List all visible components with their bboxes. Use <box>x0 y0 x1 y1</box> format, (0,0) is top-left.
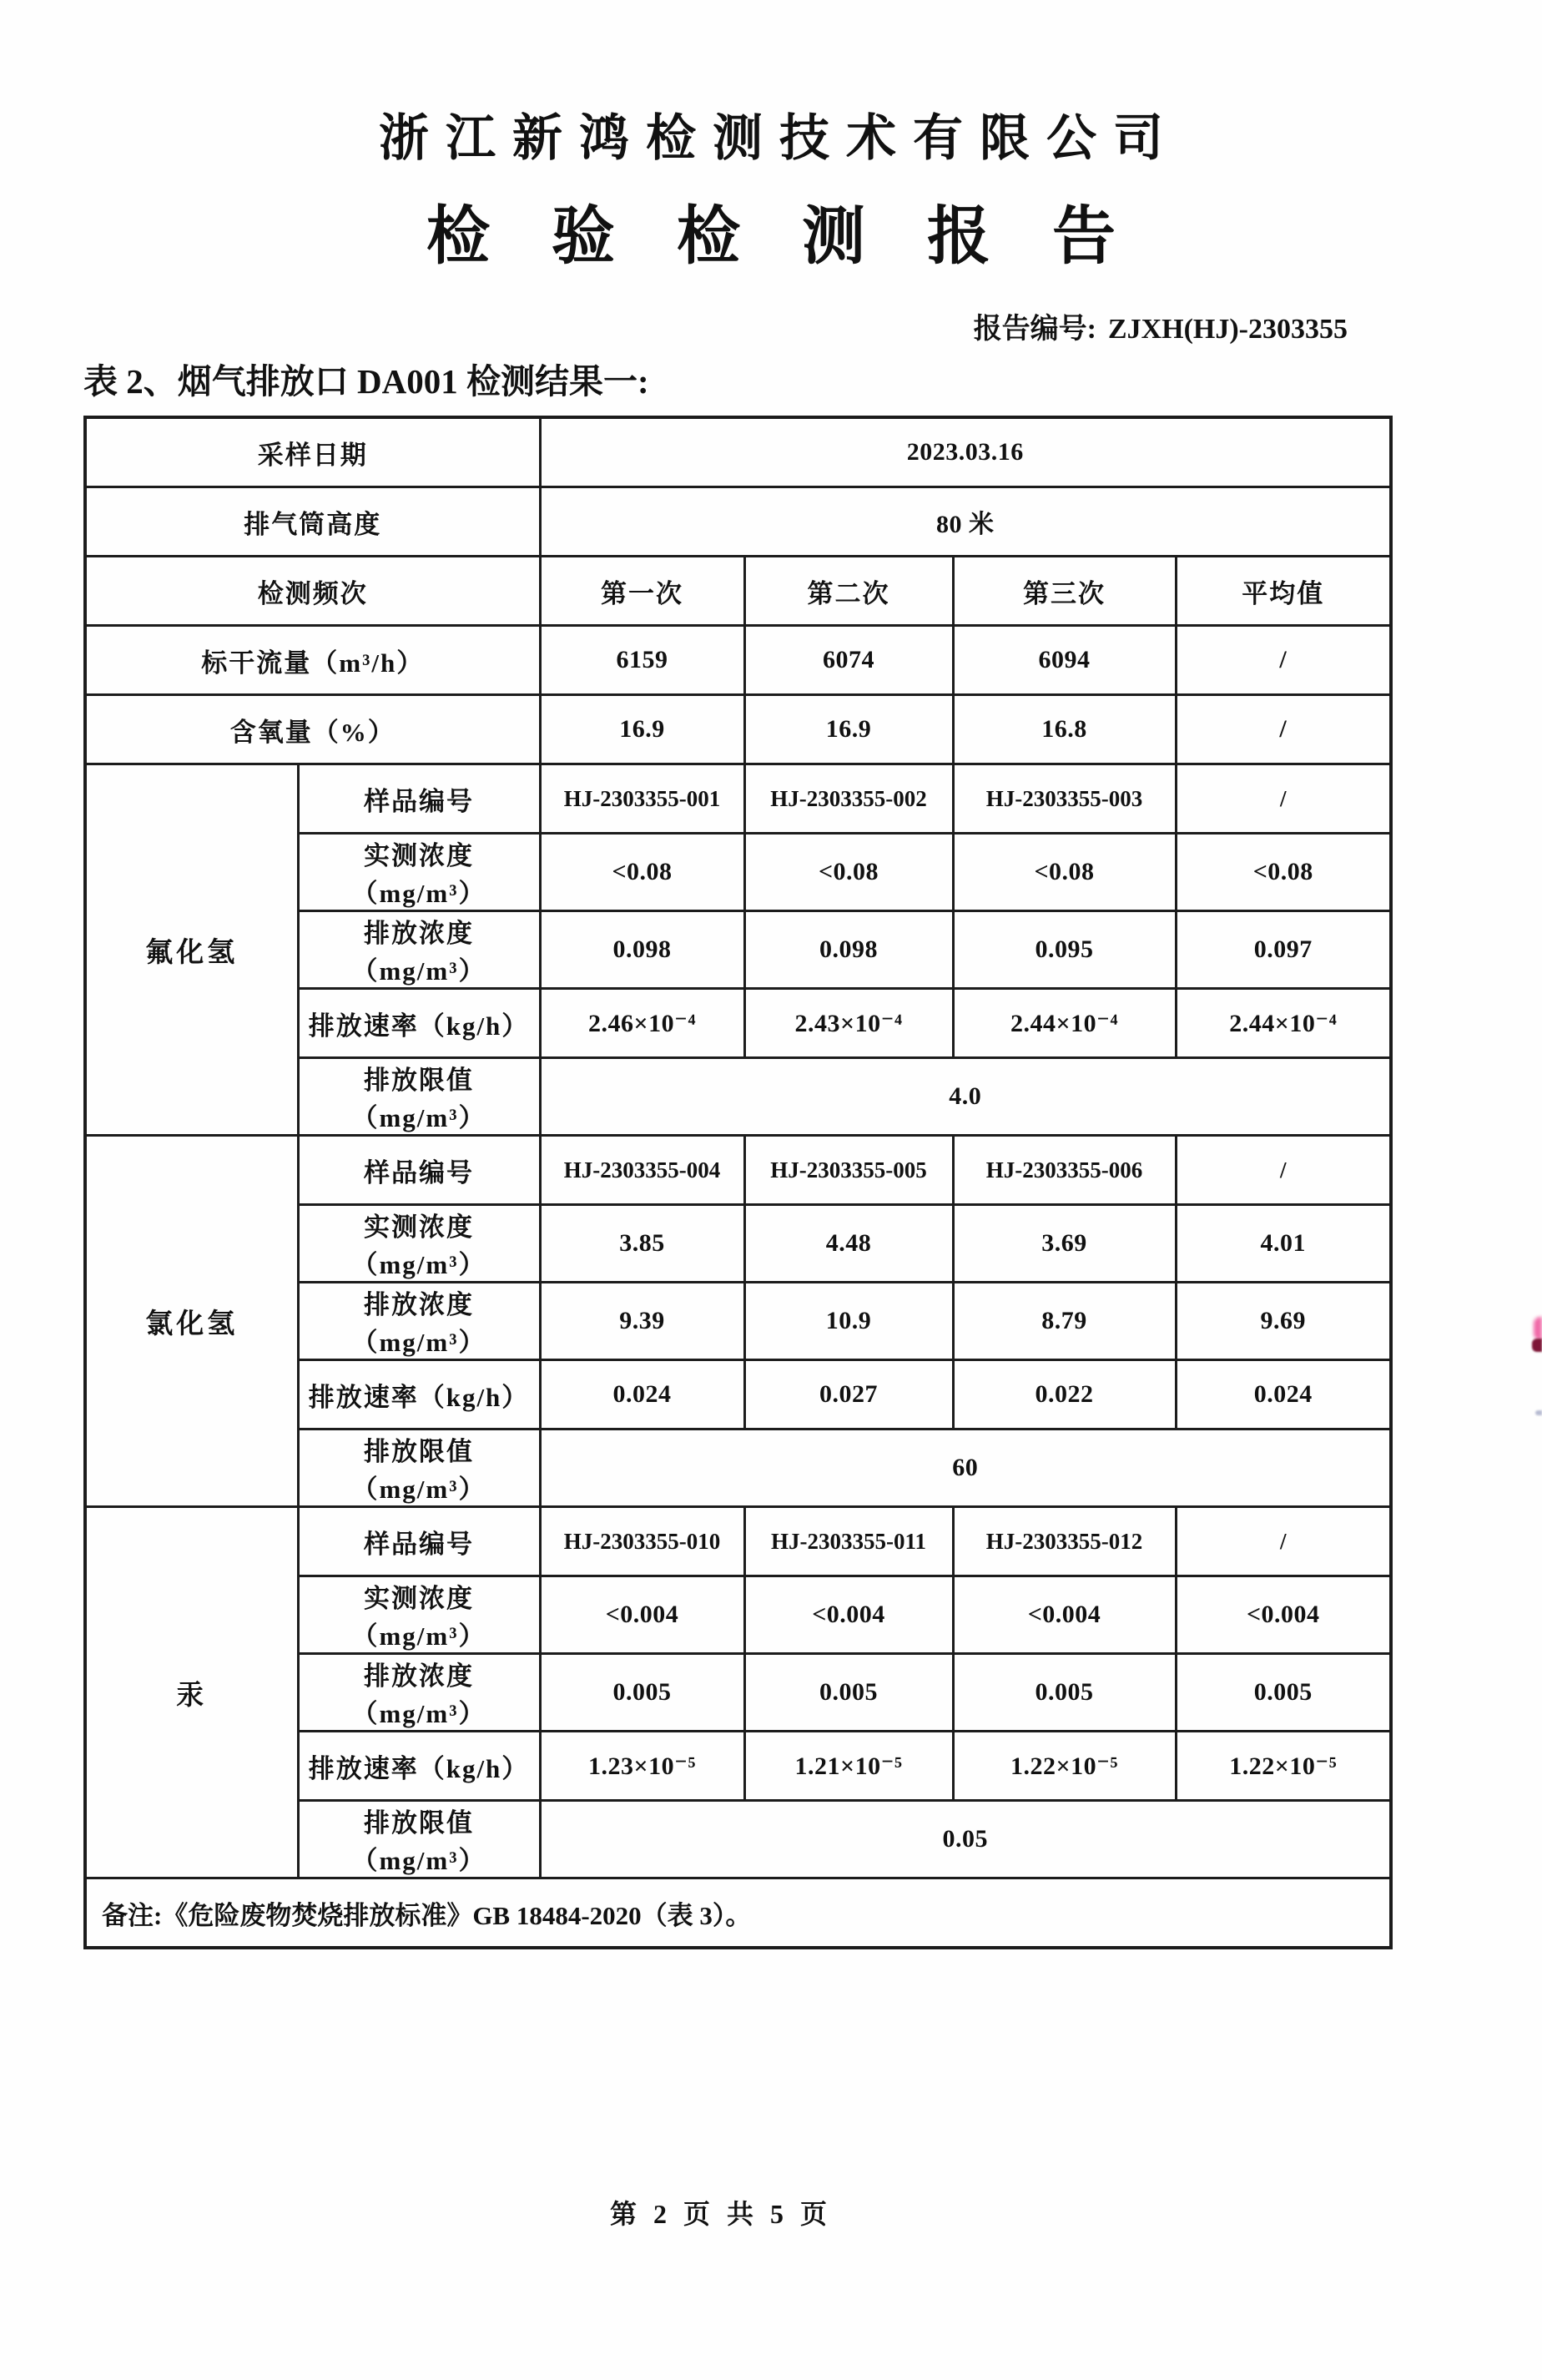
data-cell: 0.005 <box>744 1654 953 1732</box>
data-cell: 2.43×10⁻⁴ <box>744 989 953 1058</box>
row-label: 样品编号 <box>298 764 540 834</box>
row-label: 排放限值（mg/m³） <box>298 1058 540 1136</box>
data-cell: 4.01 <box>1176 1205 1391 1283</box>
data-cell: HJ-2303355-004 <box>540 1136 744 1205</box>
pollutant-name: 汞 <box>85 1507 298 1878</box>
data-cell: 16.8 <box>953 695 1176 764</box>
limit-value-cell: 0.05 <box>540 1801 1391 1878</box>
data-cell: 1.22×10⁻⁵ <box>1176 1732 1391 1801</box>
data-cell: / <box>1176 695 1391 764</box>
data-cell: / <box>1176 1136 1391 1205</box>
row-label: 排放速率（kg/h） <box>298 989 540 1058</box>
data-cell: 1.23×10⁻⁵ <box>540 1732 744 1801</box>
data-cell: 3.85 <box>540 1205 744 1283</box>
data-cell: 0.024 <box>540 1360 744 1430</box>
data-cell: <0.004 <box>744 1576 953 1654</box>
row-label: 实测浓度（mg/m³） <box>298 834 540 911</box>
data-cell: <0.08 <box>744 834 953 911</box>
pollutant-name: 氟化氢 <box>85 764 298 1136</box>
data-cell: 2.44×10⁻⁴ <box>953 989 1176 1058</box>
row-label: 排气筒高度 <box>85 487 540 557</box>
table-row <box>85 1878 1391 1949</box>
data-cell: 0.022 <box>953 1360 1176 1430</box>
row-label: 排放浓度（mg/m³） <box>298 911 540 989</box>
data-cell: 6074 <box>744 626 953 695</box>
row-label: 标干流量（m³/h） <box>85 626 540 695</box>
data-cell: HJ-2303355-001 <box>540 764 744 834</box>
data-cell: 8.79 <box>953 1283 1176 1360</box>
table-row <box>85 626 1391 695</box>
table-row <box>85 487 1391 557</box>
data-cell: 80 米 <box>540 487 1391 557</box>
data-cell: <0.08 <box>540 834 744 911</box>
data-cell: <0.08 <box>1176 834 1391 911</box>
row-label: 实测浓度（mg/m³） <box>298 1205 540 1283</box>
limit-value-cell: 4.0 <box>540 1058 1391 1136</box>
table-row <box>85 557 1391 626</box>
data-cell: 16.9 <box>540 695 744 764</box>
pollutant-name: 氯化氢 <box>85 1136 298 1507</box>
data-cell: 9.69 <box>1176 1283 1391 1360</box>
data-cell: <0.004 <box>540 1576 744 1654</box>
table-row <box>85 764 1391 834</box>
stamp-edge-mark <box>1532 1317 1542 1375</box>
data-cell: HJ-2303355-010 <box>540 1507 744 1576</box>
data-cell: 6159 <box>540 626 744 695</box>
column-header: 第三次 <box>953 557 1176 626</box>
row-label: 排放限值（mg/m³） <box>298 1801 540 1878</box>
data-cell: HJ-2303355-012 <box>953 1507 1176 1576</box>
report-number-label: 报告编号: <box>973 314 1096 345</box>
data-cell: HJ-2303355-006 <box>953 1136 1176 1205</box>
row-label: 样品编号 <box>298 1136 540 1205</box>
row-label: 采样日期 <box>85 417 540 487</box>
data-cell: 1.22×10⁻⁵ <box>953 1732 1176 1801</box>
data-cell: HJ-2303355-005 <box>744 1136 953 1205</box>
stamp-gray-blob <box>1535 1410 1542 1415</box>
results-table <box>83 416 1393 1949</box>
data-cell: 2.44×10⁻⁴ <box>1176 989 1391 1058</box>
row-label: 排放速率（kg/h） <box>298 1360 540 1430</box>
row-label: 排放速率（kg/h） <box>298 1732 540 1801</box>
data-cell: HJ-2303355-011 <box>744 1507 953 1576</box>
report-number <box>974 305 1348 346</box>
row-label: 含氧量（%） <box>85 695 540 764</box>
column-header: 第一次 <box>540 557 744 626</box>
data-cell: 0.027 <box>744 1360 953 1430</box>
data-cell: 0.024 <box>1176 1360 1391 1430</box>
data-cell: HJ-2303355-003 <box>953 764 1176 834</box>
table-row <box>85 1136 1391 1205</box>
page-footer: 第 2 页 共 5 页 <box>609 2199 832 2229</box>
data-cell: 6094 <box>953 626 1176 695</box>
data-cell: 1.21×10⁻⁵ <box>744 1732 953 1801</box>
data-cell: 0.098 <box>540 911 744 989</box>
data-cell: 2.46×10⁻⁴ <box>540 989 744 1058</box>
data-cell: / <box>1176 1507 1391 1576</box>
company-name: 浙江新鸿检测技术有限公司 <box>379 111 1180 166</box>
data-cell: / <box>1176 764 1391 834</box>
data-cell: <0.004 <box>1176 1576 1391 1654</box>
data-cell: <0.004 <box>953 1576 1176 1654</box>
table-row <box>85 417 1391 487</box>
data-cell: / <box>1176 626 1391 695</box>
data-cell: 2023.03.16 <box>540 417 1391 487</box>
data-cell: 0.095 <box>953 911 1176 989</box>
data-cell: 3.69 <box>953 1205 1176 1283</box>
data-cell: 4.48 <box>744 1205 953 1283</box>
stamp-pink-blob <box>1534 1317 1542 1340</box>
row-label: 排放限值（mg/m³） <box>298 1430 540 1507</box>
column-header: 第二次 <box>744 557 953 626</box>
stamp-maroon-blob <box>1532 1339 1542 1352</box>
data-cell: 0.098 <box>744 911 953 989</box>
data-cell: 0.005 <box>953 1654 1176 1732</box>
limit-value-cell: 60 <box>540 1430 1391 1507</box>
note-cell: 备注:《危险废物焚烧排放标准》GB 18484-2020（表 3）。 <box>85 1878 1391 1949</box>
table-row <box>85 1507 1391 1576</box>
table-row <box>85 695 1391 764</box>
row-label: 检测频次 <box>85 557 540 626</box>
report-number-value: ZJXH(HJ)-2303355 <box>1107 314 1348 345</box>
data-cell: 0.097 <box>1176 911 1391 989</box>
data-cell: 0.005 <box>540 1654 744 1732</box>
data-cell: 16.9 <box>744 695 953 764</box>
column-header: 平均值 <box>1176 557 1391 626</box>
data-cell: 9.39 <box>540 1283 744 1360</box>
data-cell: <0.08 <box>953 834 1176 911</box>
data-cell: 10.9 <box>744 1283 953 1360</box>
data-cell: 0.005 <box>1176 1654 1391 1732</box>
data-cell: HJ-2303355-002 <box>744 764 953 834</box>
document-title: 检验检测报告 <box>426 202 1177 272</box>
row-label: 排放浓度（mg/m³） <box>298 1654 540 1732</box>
row-label: 样品编号 <box>298 1507 540 1576</box>
row-label: 实测浓度（mg/m³） <box>298 1576 540 1654</box>
row-label: 排放浓度（mg/m³） <box>298 1283 540 1360</box>
table-caption: 表 2、烟气排放口 DA001 检测结果一: <box>83 362 649 401</box>
